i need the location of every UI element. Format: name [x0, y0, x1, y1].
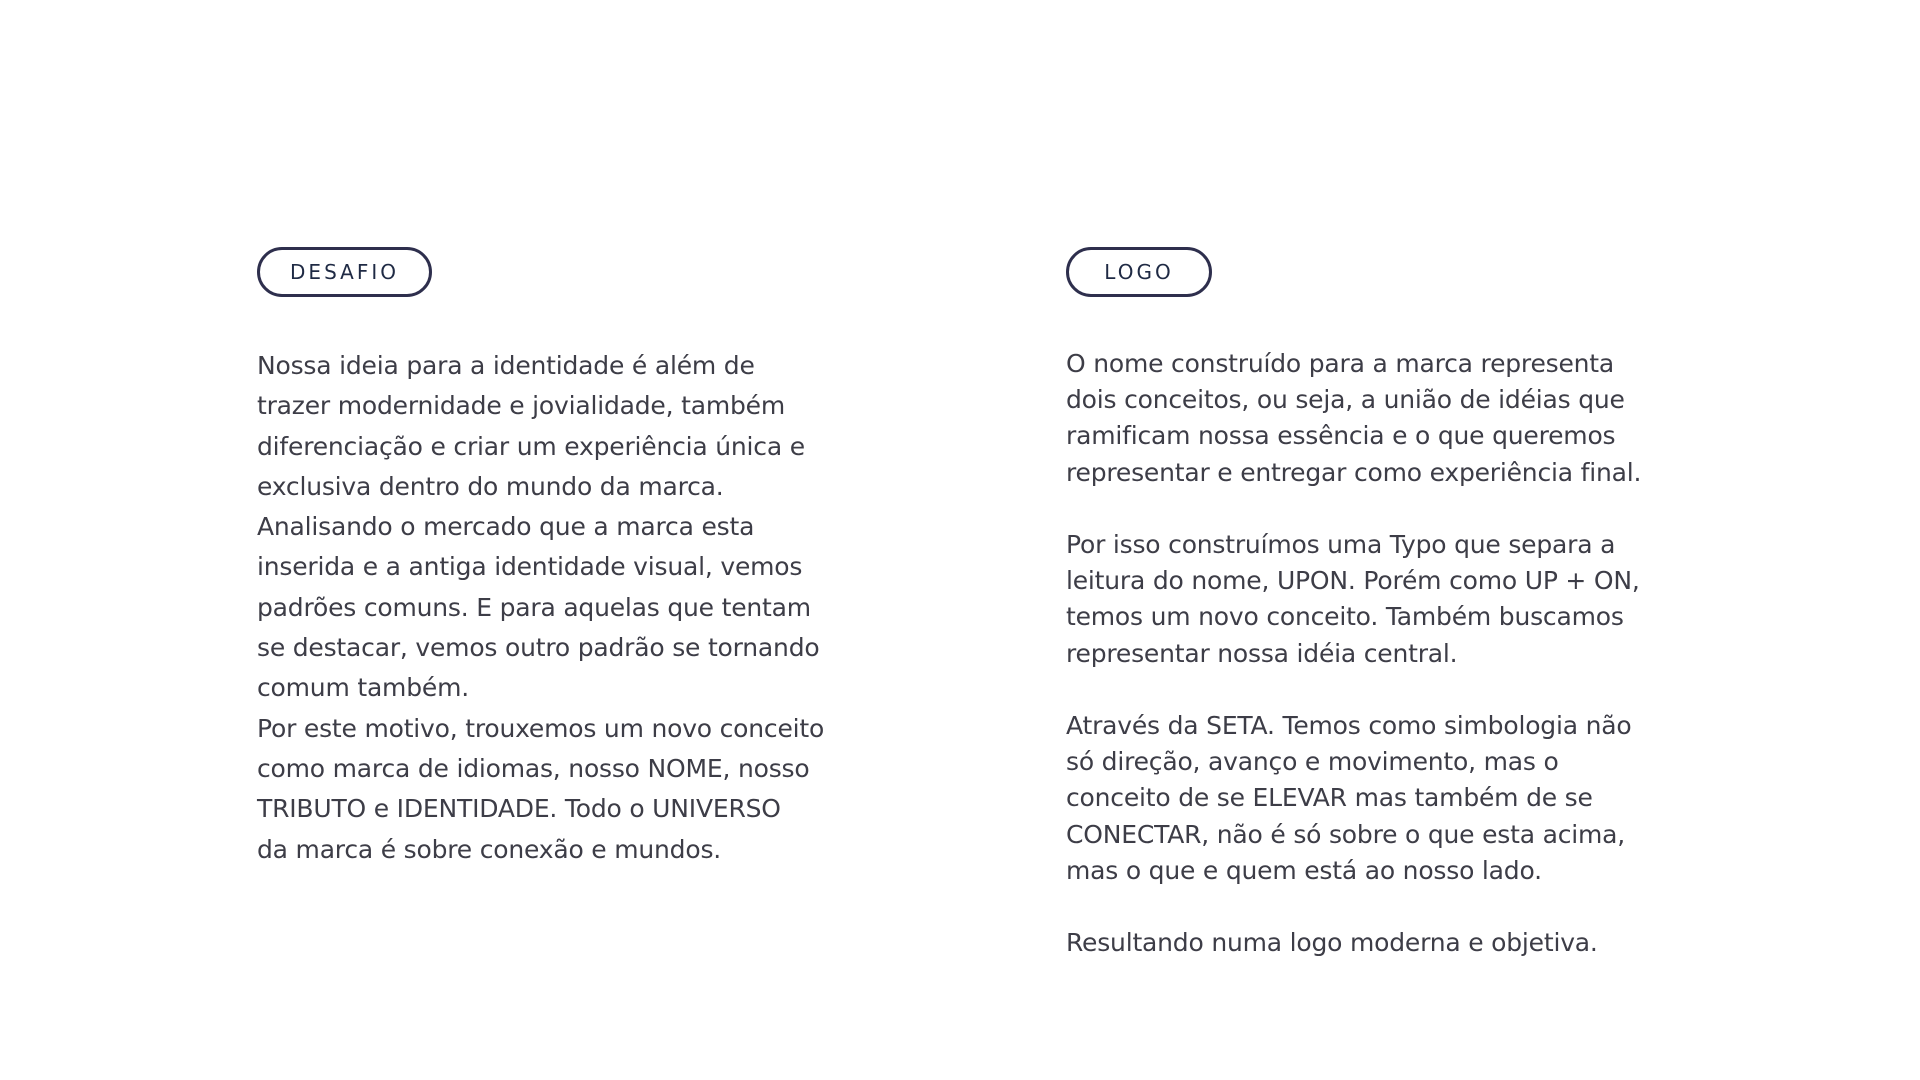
- logo-text: [1066, 346, 1666, 961]
- desafio-badge: DESAFIO: [257, 247, 432, 297]
- logo-section: [1066, 247, 1666, 961]
- logo-paragraph-4: Resultando numa logo moderna e objetiva.: [1066, 928, 1598, 958]
- logo-paragraph-3: Através da SETA. Temos como simbologia não só direção, avanço e movimento, mas o conceito de se ELEVAR mas também de se CONECTAR, não é só sobre o que esta acima, mas o que e quem está ao nosso lado.: [1066, 711, 1632, 885]
- logo-paragraph-1: O nome construído para a marca representa dois conceitos, ou seja, a união de idéias que ramificam nossa essência e o que queremos representar e entregar como experiência final.: [1066, 349, 1642, 487]
- desafio-text: Nossa ideia para a identidade é além de trazer modernidade e jovialidade, também diferenciação e criar um experiência única e exclusiva dentro do mundo da marca. Analisando o mercado que a marca esta inserida e a antiga identidade visual, vemos padrões comuns. E para aquelas que tentam se destacar, vemos outro padrão se tornando comum também. Por este motivo, trouxemos um novo conceito como marca de idiomas, nosso NOME, nosso TRIBUTO e IDENTIDADE. Todo o UNIVERSO da marca é sobre conexão e mundos.: [257, 351, 825, 864]
- desafio-section: [257, 247, 857, 870]
- logo-badge: LOGO: [1066, 247, 1212, 297]
- logo-paragraph-2: Por isso construímos uma Typo que separa a leitura do nome, UPON. Porém como UP + ON, temos um novo conceito. Também buscamos representar nossa idéia central.: [1066, 530, 1640, 668]
